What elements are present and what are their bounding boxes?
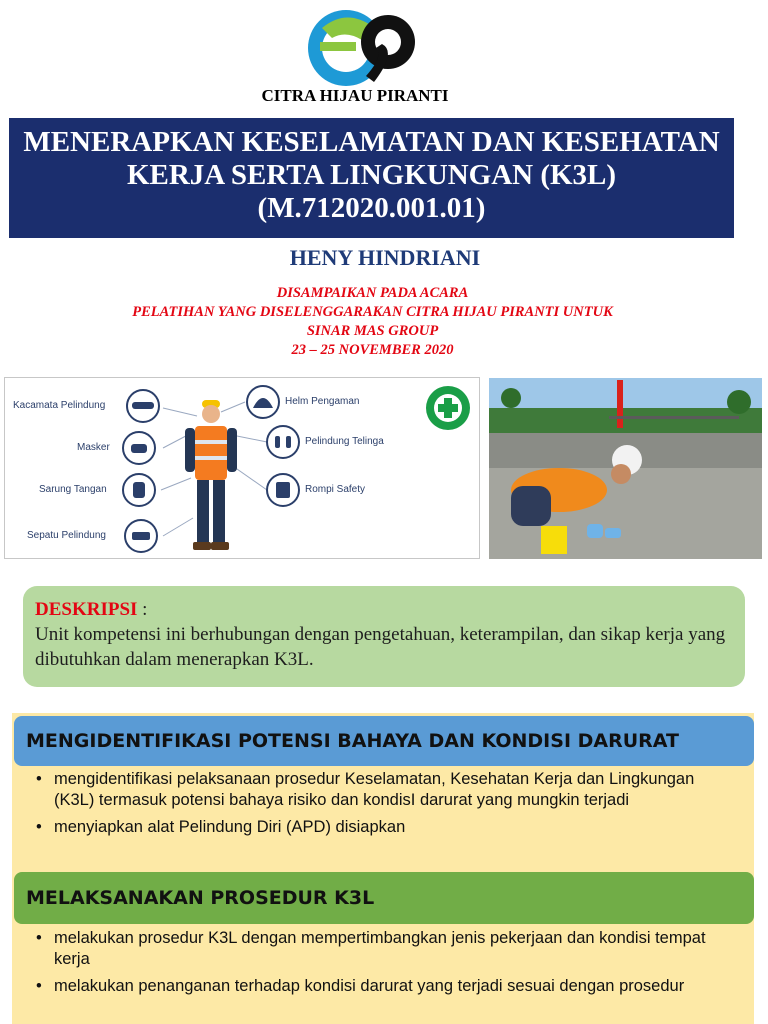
event-line-1: DISAMPAIKAN PADA ACARA [276, 285, 469, 301]
list-item: • melakukan prosedur K3L dengan mempertimbangkan jenis pekerjaan dan kondisi tempat kerja [36, 928, 736, 970]
event-line-2: PELATIHAN YANG DISELENGGARAKAN CITRA HIJAU PIRANTI UNTUK [132, 304, 613, 320]
title-line-1: MENERAPKAN KESELAMATAN DAN KESEHATAN [23, 126, 720, 158]
title-banner [9, 118, 734, 238]
description-text: Unit kompetensi ini berhubungan dengan pengetahuan, keterampilan, dan sikap kerja yang dibutuhkan dalam menerapkan K3L. [35, 624, 726, 670]
label-boots: Sepatu Pelindung [27, 530, 106, 541]
description-colon: : [137, 599, 148, 620]
label-mask: Masker [77, 442, 110, 453]
org-name: CITRA HIJAU PIRANTI [261, 86, 449, 105]
label-ear: Pelindung Telinga [305, 436, 384, 447]
author-name: HENY HINDRIANI [289, 245, 481, 270]
title-line-2: KERJA SERTA LINGKUNGAN (K3L) [126, 159, 617, 191]
event-line-3: SINAR MAS GROUP [306, 323, 439, 339]
description-box [23, 586, 745, 687]
label-vest: Rompi Safety [305, 484, 366, 495]
label-gloves: Sarung Tangan [39, 484, 107, 495]
section-2-list [36, 928, 736, 1003]
worker-photo [489, 378, 762, 559]
section-heading-2: MELAKSANAKAN PROSEDUR K3L [14, 872, 754, 924]
event-line-4: 23 – 25 NOVEMBER 2020 [291, 342, 454, 358]
list-item: • menyiapkan alat Pelindung Diri (APD) disiapkan [36, 817, 736, 838]
section-heading-1: MENGIDENTIFIKASI POTENSI BAHAYA DAN KONDISI DARURAT [14, 716, 754, 766]
list-item: • mengidentifikasi pelaksanaan prosedur Keselamatan, Kesehatan Kerja dan Lingkungan (K3L) termasuk potensi bahaya risiko dan kondisI darurat yang mungkin terjadi [36, 769, 736, 811]
description-heading: DESKRIPSI [35, 599, 138, 620]
company-logo [302, 4, 420, 90]
label-goggles: Kacamata Pelindung [13, 400, 106, 411]
title-line-3: (M.712020.001.01) [257, 192, 486, 224]
event-info [0, 284, 745, 360]
ppe-illustration [4, 377, 480, 559]
section-1-list [36, 769, 736, 844]
label-helmet: Helm Pengaman [285, 396, 360, 407]
list-item: • melakukan penanganan terhadap kondisi darurat yang terjadi sesuai dengan prosedur [36, 976, 736, 997]
